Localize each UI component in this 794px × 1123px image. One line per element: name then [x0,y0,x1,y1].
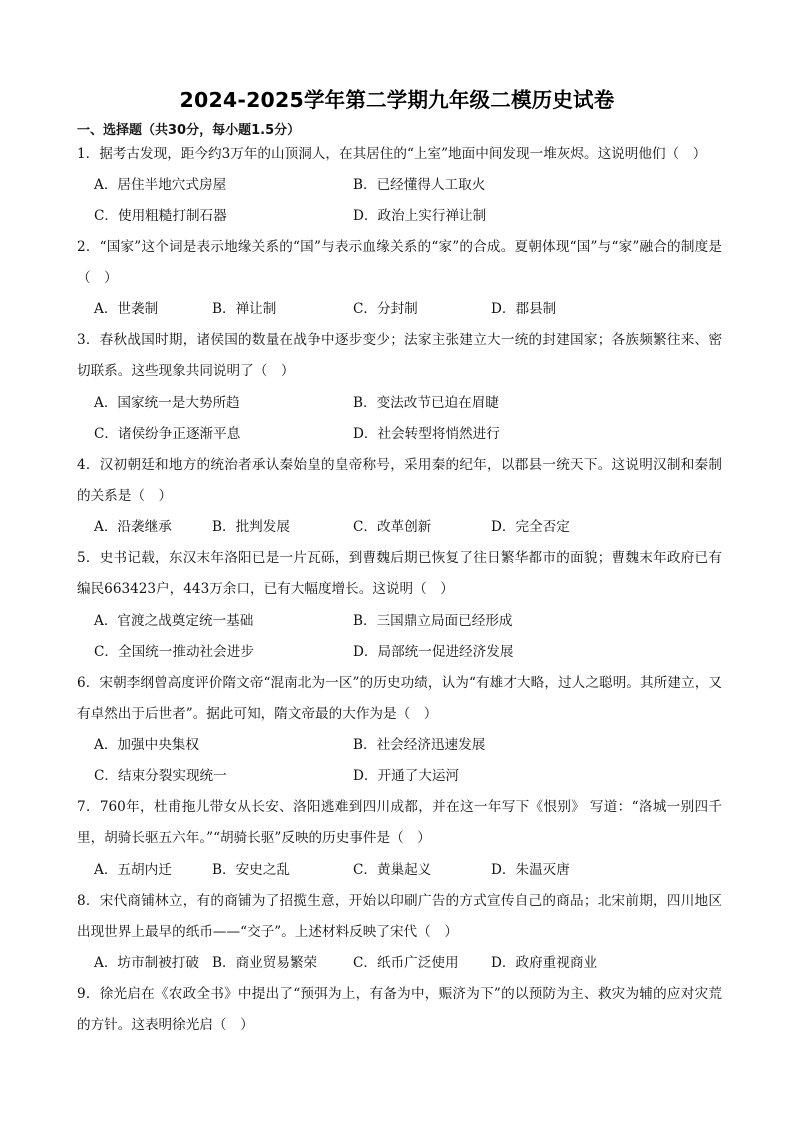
question-4 [77,450,722,512]
question-stem: 4．汉初朝廷和地方的统治者承认秦始皇的皇帝称号，采用秦的纪年，以郡县一统天下。这说明汉制和秦制的关系是（ ） [77,457,722,504]
question-6 [77,668,722,730]
option-a[interactable]: A．官渡之战奠定统一基础 [94,613,254,629]
option-d[interactable]: D．政治上实行禅让制 [353,208,487,224]
question-stem: 3．春秋战国时期，诸侯国的数量在战争中逐步变少；法家主张建立大一统的封建国家；各族频繁往来、密切联系。这些现象共同说明了（ ） [77,332,722,379]
option-c[interactable]: C．分封制 [353,301,418,317]
option-a[interactable]: A．国家统一是大势所趋 [94,395,240,411]
exam-title: 2024-2025学年第二学期九年级二模历史试卷 [179,88,615,112]
option-b[interactable]: B．商业贸易繁荣 [212,955,318,971]
question-stem: 5．史书记载，东汉末年洛阳已是一片瓦砾，到曹魏后期已恢复了往日繁华都市的面貌；曹魏末年政府已有编民663423户，443万余口，已有大幅度增长。这说明（ ） [77,550,722,597]
question-stem: 2．“国家”这个词是表示地缘关系的“国”与表示血缘关系的“家”的合成。夏朝体现“国”与“家”融合的制度是（ ） [77,239,722,286]
option-b[interactable]: B．安史之乱 [212,862,290,878]
question-7 [77,792,722,854]
option-a[interactable]: A．加强中央集权 [94,737,199,753]
option-a[interactable]: A．坊市制被打破 [94,955,199,971]
option-b[interactable]: B．社会经济迅速发展 [353,737,486,753]
question-9 [77,979,722,1041]
question-stem: 1．据考古发现，距今约3万年的山顶洞人，在其居住的“上室”地面中间发现一堆灰烬。这说明他们（ ） [77,146,707,162]
option-b[interactable]: B．批判发展 [212,519,290,535]
question-1 [77,139,722,170]
option-d[interactable]: D．社会转型将悄然进行 [353,426,500,442]
question-stem: 8．宋代商铺林立，有的商铺为了招揽生意，开始以印刷广告的方式宣传自己的商品；北宋前期，四川地区出现世界上最早的纸币——“交子”。上述材料反映了宋代（ ） [77,893,722,940]
option-a[interactable]: A．沿袭继承 [94,519,172,535]
question-5 [77,543,722,605]
question-stem: 6．宋朝李纲曾高度评价隋文帝“混南北为一区”的历史功绩，认为“有雄才大略，过人之聪明。其所建立，又有卓然出于后世者”。据此可知，隋文帝最的大作为是（ ） [77,675,722,722]
question-3 [77,325,722,387]
question-stem: 7．760年，杜甫拖儿带女从长安、洛阳逃难到四川成都，并在这一年写下《恨别》 写道：“洛城一别四千里，胡骑长驱五六年。”“胡骑长驱”反映的历史事件是（ ） [77,799,722,846]
option-a[interactable]: A．五胡内迁 [94,862,172,878]
option-c[interactable]: C．改革创新 [353,519,432,535]
question-2 [77,232,722,294]
option-c[interactable]: C．全国统一推动社会进步 [94,644,254,660]
option-d[interactable]: D．开通了大运河 [353,768,460,784]
option-d[interactable]: D．完全否定 [491,519,570,535]
section-heading: 一、选择题（共30分，每小题1.5分） [77,123,301,138]
option-c[interactable]: C．纸币广泛使用 [353,955,459,971]
question-8 [77,886,722,948]
option-d[interactable]: D．政府重视商业 [491,955,598,971]
option-d[interactable]: D．郡县制 [491,301,557,317]
option-c[interactable]: C．黄巢起义 [353,862,432,878]
option-b[interactable]: B．三国鼎立局面已经形成 [353,613,513,629]
option-c[interactable]: C．诸侯纷争正逐渐平息 [94,426,241,442]
option-a[interactable]: A．居住半地穴式房屋 [94,177,227,193]
option-a[interactable]: A．世袭制 [94,301,159,317]
option-b[interactable]: B．禅让制 [212,301,277,317]
option-c[interactable]: C．结束分裂实现统一 [94,768,227,784]
option-b[interactable]: B．已经懂得人工取火 [353,177,486,193]
option-c[interactable]: C．使用粗糙打制石器 [94,208,227,224]
option-d[interactable]: D．朱温灭唐 [491,862,570,878]
option-b[interactable]: B．变法改节已迫在眉睫 [353,395,499,411]
question-stem: 9．徐光启在《农政全书》中提出了“预弭为上，有备为中，赈济为下”的以预防为主、救灾为辅的应对灾荒的方针。这表明徐光启（ ） [77,986,722,1033]
option-d[interactable]: D．局部统一促进经济发展 [353,644,514,660]
